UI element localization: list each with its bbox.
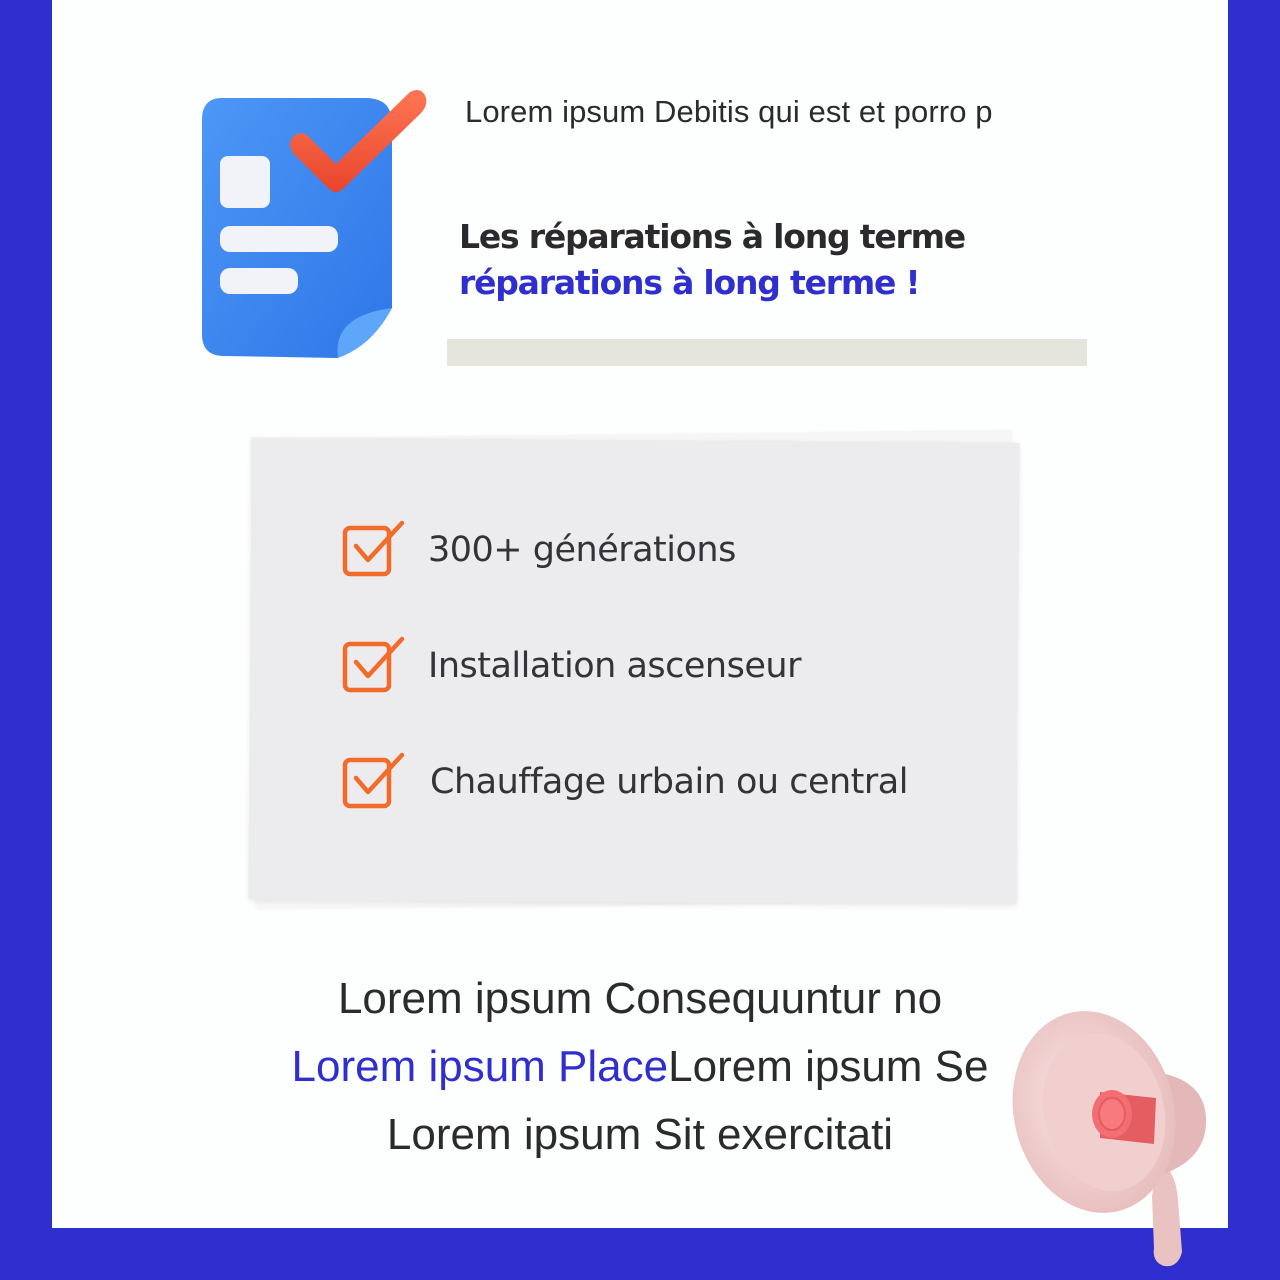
- checklist-item: [342, 636, 801, 696]
- footer-highlight-link[interactable]: Lorem ipsum Place: [291, 1042, 669, 1091]
- checklist-item: [342, 752, 908, 812]
- megaphone-icon: [1008, 1000, 1218, 1270]
- page-title: [459, 214, 965, 306]
- footer-line-1: Lorem ipsum Consequuntur no: [337, 974, 943, 1023]
- checklist-item: [342, 520, 736, 580]
- document-check-icon: [196, 84, 432, 364]
- checkbox-checked-icon: [342, 636, 406, 696]
- headline-line-2: réparations à long terme !: [459, 263, 920, 302]
- checklist-item-label: Installation ascenseur: [428, 646, 801, 686]
- divider-bar: [447, 339, 1087, 366]
- intro-text: Lorem ipsum Debitis qui est et porro p: [465, 94, 993, 129]
- headline-line-1: Les réparations à long terme: [459, 217, 965, 256]
- footer-line-2-rest: Lorem ipsum Se: [668, 1042, 989, 1091]
- checkbox-checked-icon: [342, 520, 406, 580]
- checkbox-checked-icon: [342, 752, 406, 812]
- footer-line-3: Lorem ipsum Sit exercitati: [386, 1110, 894, 1159]
- checklist-item-label: 300+ générations: [428, 530, 736, 570]
- checklist-item-label: Chauffage urbain ou central: [430, 762, 908, 802]
